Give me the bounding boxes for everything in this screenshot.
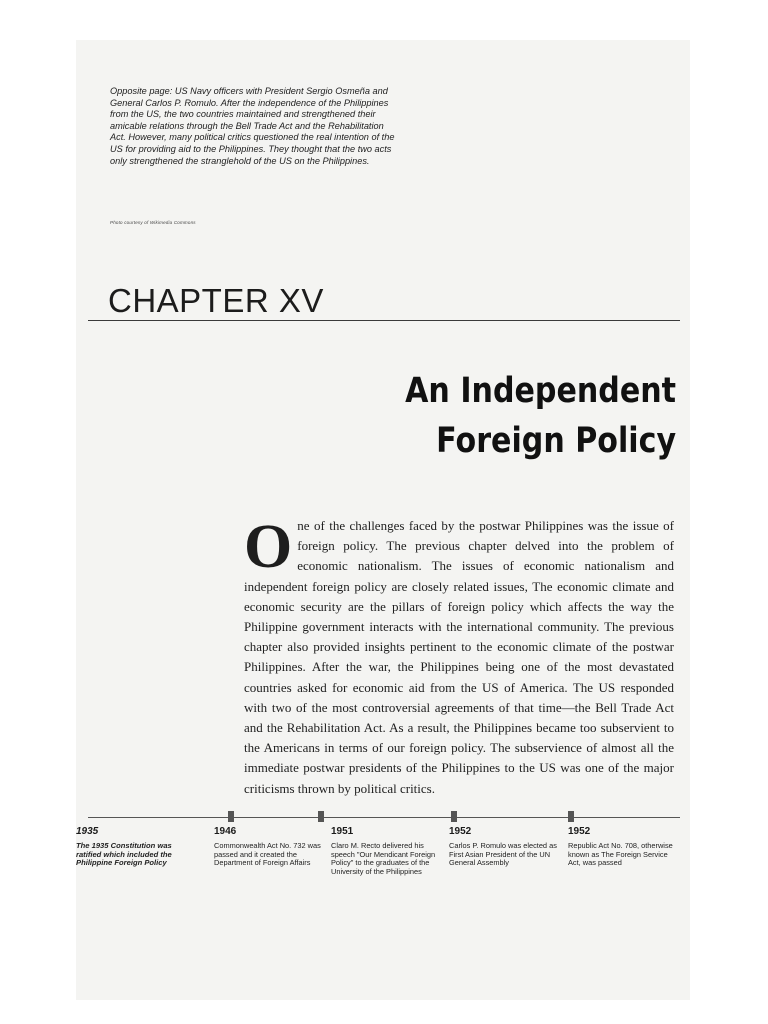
chapter-title-line-2: Foreign Policy bbox=[436, 421, 676, 461]
timeline-description: Commonwealth Act No. 732 was passed and it created the Department of Foreign Affairs bbox=[214, 841, 321, 868]
timeline-marker bbox=[451, 811, 457, 822]
timeline-description: Claro M. Recto delivered his speech "Our Mendicant Foreign Policy" to the graduates of the University of the Philippines bbox=[331, 841, 436, 877]
timeline-marker bbox=[228, 811, 234, 822]
chapter-title bbox=[405, 366, 676, 466]
timeline-entry-clip bbox=[76, 826, 198, 886]
timeline-entry bbox=[214, 826, 326, 868]
timeline-year: 1951 bbox=[331, 826, 354, 837]
timeline-description: Republic Act No. 708, otherwise known as The Foreign Service Act, was passed bbox=[568, 841, 673, 868]
timeline-description: Carlos P. Romulo was elected as First Asian President of the UN General Assembly bbox=[449, 841, 557, 868]
timeline-year: 1946 bbox=[214, 826, 237, 837]
body-paragraph-text: ne of the challenges faced by the postwar Philippines was the issue of foreign policy. The previous chapter delved into the problem of economic nationalism. The issues of economic nationalism and independent foreign policy are closely related issues, The economic climate and economic security are the pillars of foreign policy which affects the way the Philippine government interacts with the international community. The previous chapter also provided insights pertinent to the economic climate of the postwar Philippines. After the war, the Philippines being one of the most devastated countries asked for economic aid from the US of America. The US responded with two of the most controversial agreements of that time—the Bell Trade Act and the Rehabilitation Act. As a result, the Philippines became too subservient to the Americans in terms of our foreign policy. The subservience of almost all the immediate postwar presidents of the Philippines to the US was one of the major criticisms thrown by political critics. bbox=[244, 518, 674, 796]
timeline-entry bbox=[449, 826, 561, 868]
timeline-year: 1952 bbox=[449, 826, 472, 837]
timeline-description: The 1935 Constitution was ratified which included the Philippine Foreign Policy bbox=[76, 841, 172, 868]
timeline-entry bbox=[568, 826, 680, 868]
timeline-year: 1952 bbox=[568, 826, 591, 837]
photo-caption: Opposite page: US Navy officers with President Sergio Osmeña and General Carlos P. Romulo. After the independence of the Philippines from the US, the two countries maintained and strengthened their amicable relations through the Bell Trade Act and the Rehabilitation Act. However, many political critics questioned the real intention of the US for providing aid to the Philippines. They thought that the two acts only strengthened the stranglehold of the US on the Philippines. bbox=[110, 86, 395, 166]
timeline-entry bbox=[331, 826, 443, 877]
timeline-year: 1935 bbox=[76, 826, 99, 837]
timeline-marker bbox=[568, 811, 574, 822]
timeline-entry bbox=[76, 826, 188, 868]
timeline-marker bbox=[318, 811, 324, 822]
chapter-title-line-1: An Independent bbox=[405, 371, 676, 411]
timeline-axis bbox=[88, 817, 680, 818]
chapter-label: CHAPTER XV bbox=[108, 282, 324, 319]
chapter-divider bbox=[88, 320, 680, 321]
body-paragraph bbox=[244, 513, 674, 799]
drop-cap: O bbox=[244, 513, 293, 581]
photo-credit: Photo courtesy of Wikimedia Commons bbox=[110, 220, 196, 225]
